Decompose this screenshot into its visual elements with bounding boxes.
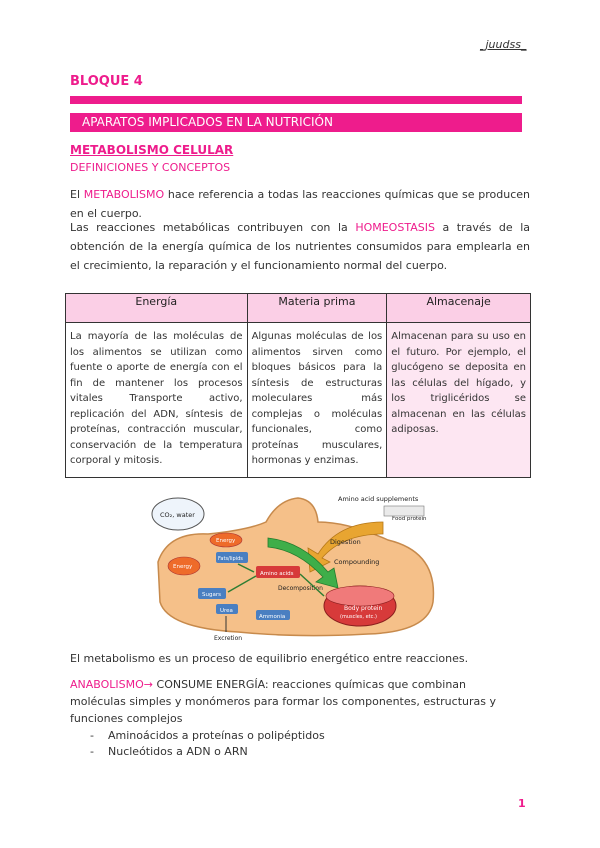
label-amino-acids: Amino acids	[260, 571, 294, 577]
label-sugars: Sugars	[202, 592, 221, 598]
block-title: BLOQUE 4	[70, 74, 143, 89]
label-energy-1: Energy	[216, 538, 236, 544]
list-item: - Nucleótidos a ADN o ARN	[90, 744, 325, 760]
anabolismo-label: ANABOLISMO	[70, 678, 144, 691]
keyword-metabolismo: METABOLISMO	[83, 188, 165, 201]
header-materia-prima: Materia prima	[247, 294, 387, 323]
paragraph1-after: hace referencia a todas las reacciones químicas que se producen en el cuerpo.	[70, 188, 530, 220]
paragraph2-after: a través de la obtención de la energía química de los nutrientes consumidos para emplearla en el crecimiento, la reparación y el funcionamiento normal del cuerpo.	[70, 221, 531, 272]
label-fats: Fats/lipids	[218, 556, 243, 562]
body-protein-top	[326, 586, 394, 606]
section-title-bar: APARATOS IMPLICADOS EN LA NUTRICIÓN	[70, 113, 522, 132]
page-number: 1	[518, 797, 526, 810]
keyword-homeostasis: HOMEOSTASIS	[355, 221, 435, 234]
label-digestion: Digestion	[330, 538, 361, 546]
label-amino-supplements: Amino acid supplements	[338, 495, 419, 503]
author-signature: _juudss_	[480, 38, 527, 51]
anabolismo-paragraph	[70, 676, 510, 727]
header-almacenaje: Almacenaje	[387, 294, 531, 323]
label-ammonia: Ammonia	[259, 614, 286, 620]
closing-sentence: El metabolismo es un proceso de equilibrio energético entre reacciones.	[70, 652, 469, 665]
anabolismo-arrow: →	[143, 678, 154, 691]
cell-almacenaje: Almacenan para su uso en el futuro. Por ejemplo, el glucógeno se deposita en las células del hígado, y los triglicéridos se almacenan en las células adiposas.	[387, 323, 531, 478]
label-body-protein: Body protein	[344, 605, 383, 612]
title-rule	[70, 96, 522, 104]
paragraph2-before: Las reacciones metabólicas contribuyen con la	[70, 221, 356, 234]
label-energy-2: Energy	[173, 564, 193, 570]
anabolismo-text: reacciones químicas que combinan moléculas simples y monómeros para formar los componentes, estructuras y funciones complejos	[70, 678, 496, 725]
paragraph1-before: El	[70, 188, 84, 201]
label-excretion: Excretion	[214, 635, 243, 642]
label-food-protein: Food protein	[392, 516, 427, 522]
paragraph-homeostasis	[70, 218, 530, 275]
label-urea: Urea	[220, 608, 233, 614]
label-co2: CO₂, water	[160, 511, 195, 519]
table-header-row	[66, 294, 531, 323]
table-row	[66, 323, 531, 478]
label-body-protein-sub: (muscles, etc.)	[340, 614, 377, 620]
subsection-title: METABOLISMO CELULAR	[70, 143, 234, 157]
cell-energia: La mayoría de las moléculas de los alimentos se utilizan como fuente o aporte de energía con el fin de mantener los procesos vitales Transporte activo, replicación del ADN, síntesis de proteínas, contracción muscular, conservación de la temperatura corporal y mitosis.	[66, 323, 248, 478]
list-item: - Aminoácidos a proteínas o polipéptidos	[90, 728, 325, 744]
cell-materia-prima: Algunas moléculas de los alimentos sirven como bloques básicos para la síntesis de estructuras moleculares más complejas o moléculas funcionales, como proteínas musculares, hormonas y enzimas.	[247, 323, 387, 478]
label-decomposition: Decomposition	[278, 585, 323, 592]
functions-table	[65, 293, 531, 478]
food-protein-box	[384, 506, 424, 516]
anabolismo-headline: CONSUME ENERGÍA:	[153, 678, 269, 691]
anabolismo-examples	[90, 728, 325, 760]
header-energia: Energía	[66, 294, 248, 323]
label-compounding: Compounding	[334, 558, 380, 566]
metabolism-diagram	[148, 492, 458, 642]
subsection-subtitle: DEFINICIONES Y CONCEPTOS	[70, 161, 231, 174]
